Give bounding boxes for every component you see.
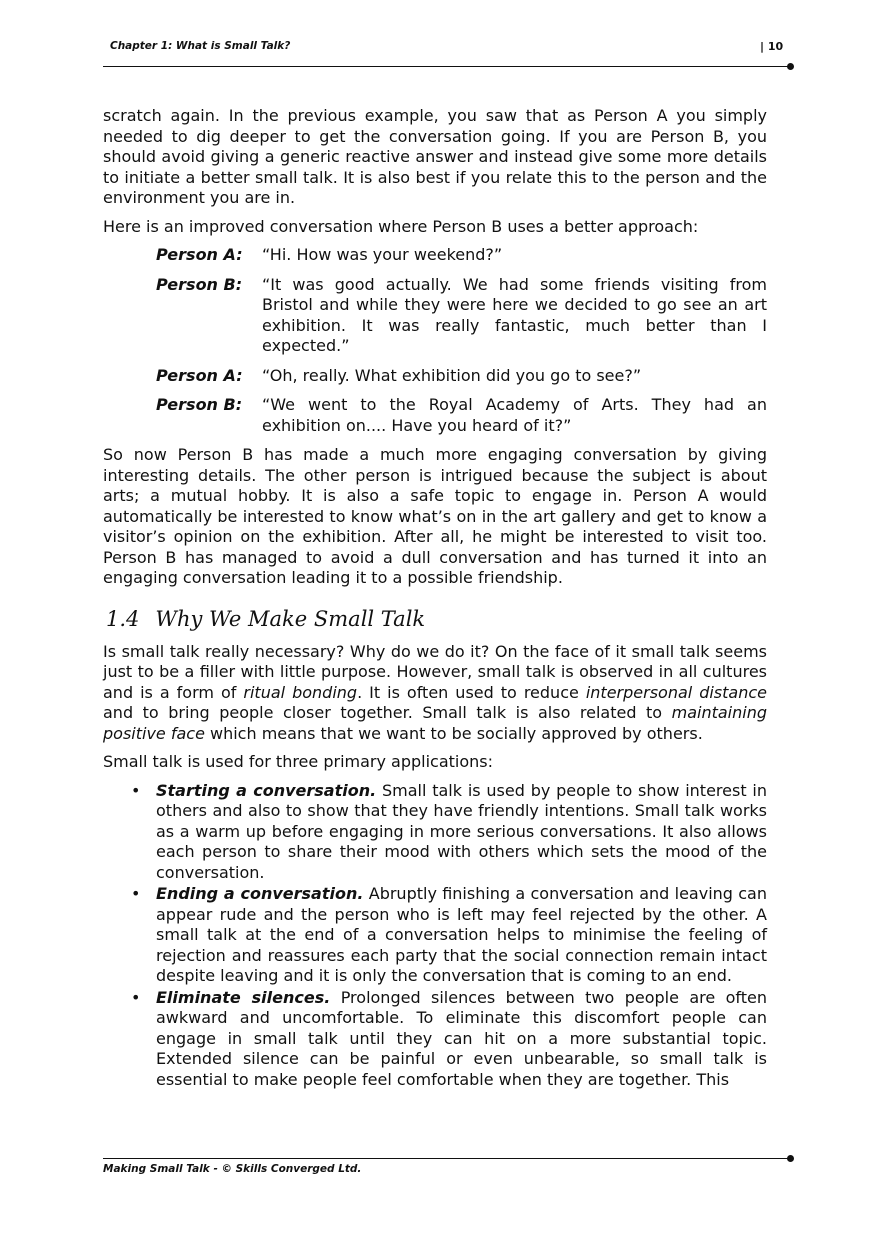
speaker-label: Person B: <box>156 395 243 414</box>
bullet-icon: • <box>131 884 141 903</box>
section-title: Why We Make Small Talk <box>155 606 426 631</box>
dialogue-line <box>103 275 767 357</box>
applications-list <box>103 781 767 1091</box>
speech-text: “We went to the Royal Academy of Arts. They had an exhibition on.... Have you heard of it?” <box>262 395 767 435</box>
header-rule <box>103 66 789 67</box>
text-run: and to bring people closer together. Small talk is also related to <box>103 703 672 722</box>
dialogue-intro: Here is an improved conversation where Person B uses a better approach: <box>103 216 699 236</box>
list-intro: Small talk is used for three primary applications: <box>103 752 494 771</box>
list-item-text: Abruptly finishing a conversation and leaving can appear rude and the person who is left may feel rejected by the other. A small talk at the end of a conversation helps to minimise the feeling of rejection and reassures each party that the social connection remain intact despite leaving and it is only the conversation that is coming to an end. <box>156 884 767 985</box>
list-item-text: Prolonged silences between two people are often awkward and uncomfortable. To eliminate this discomfort people can engage in small talk until they can hit on a more substantial topic. Extended silence can be painful or even unbearable, so small talk is essential to make people feel comfortable when they are together. This <box>156 987 768 1089</box>
text-run: Is small talk really necessary? Why do we do it? On the face of it small talk seems just to be a filler with little purpose. However, small talk is observed in all cultures and is a form of <box>103 641 767 702</box>
speech-text: “Hi. How was your weekend?” <box>262 245 503 264</box>
section-number: 1.4 <box>106 606 140 631</box>
running-header: Chapter 1: What is Small Talk? <box>110 40 291 52</box>
text-run: . It is often used to reduce <box>357 682 586 702</box>
footer-text: Making Small Talk - © Skills Converged Ltd. <box>103 1163 362 1175</box>
list-item <box>103 988 767 1091</box>
dialogue-line <box>103 395 767 436</box>
bullet-icon: • <box>131 987 141 1007</box>
dialogue <box>103 245 767 436</box>
intro-paragraph: scratch again. In the previous example, you saw that as Person A you simply needed to dig deeper to get the conversation going. If you are Person B, you should avoid giving a generic reactive answer and instead give some more details to initiate a better small talk. It is also best if you relate this to the person and the environment you are in. <box>103 106 767 207</box>
list-item <box>103 781 767 884</box>
bullet-icon: • <box>131 780 141 800</box>
section-paragraph <box>103 642 767 745</box>
speaker-label: Person A: <box>156 365 243 385</box>
speaker-label: Person B: <box>156 274 243 294</box>
speaker-label: Person A: <box>156 245 243 264</box>
footer-rule-dot <box>787 1155 794 1162</box>
list-item-title: Eliminate silences. <box>156 987 331 1007</box>
emphasis-positive-face: maintaining positive face <box>103 703 767 743</box>
dialogue-line <box>103 366 767 387</box>
speech-text: “Oh, really. What exhibition did you go to see?” <box>262 365 642 385</box>
emphasis-interpersonal-distance: interpersonal distance <box>585 682 767 702</box>
list-item <box>103 884 767 987</box>
list-item-title: Ending a conversation. <box>156 884 364 903</box>
text-run: which means that we want to be socially approved by others. <box>204 723 703 743</box>
analysis-paragraph: So now Person B has made a much more engaging conversation by giving interesting details. The other person is intrigued because the subject is about arts; a mutual hobby. It is also a safe topic to engage in. Person A would automatically be interested to know what’s on in the art gallery and get to know a visitor’s opinion on the exhibition. After all, he might be interested to visit too. Person B has managed to avoid a dull conversation and has turned it into an engaging conversation leading it to a possible friendship. <box>103 445 767 587</box>
list-item-text: Small talk is used by people to show interest in others and also to show that they have friendly intentions. Small talk works as a warm up before engaging in more serious conversations. It also allows each person to share their mood with others which sets the mood of the conversation. <box>156 780 767 882</box>
list-item-title: Starting a conversation. <box>156 780 377 800</box>
footer-rule <box>103 1158 789 1159</box>
page-number: | 10 <box>760 40 784 53</box>
header-rule-dot <box>787 63 794 70</box>
page-body <box>103 106 767 1091</box>
section-heading <box>106 606 767 632</box>
emphasis-ritual-bonding: ritual bonding <box>243 682 358 702</box>
dialogue-line <box>103 245 767 266</box>
speech-text: “It was good actually. We had some friends visiting from Bristol and while they were here we decided to go see an art exhibition. It was really fantastic, much better than I expected.” <box>262 274 767 355</box>
